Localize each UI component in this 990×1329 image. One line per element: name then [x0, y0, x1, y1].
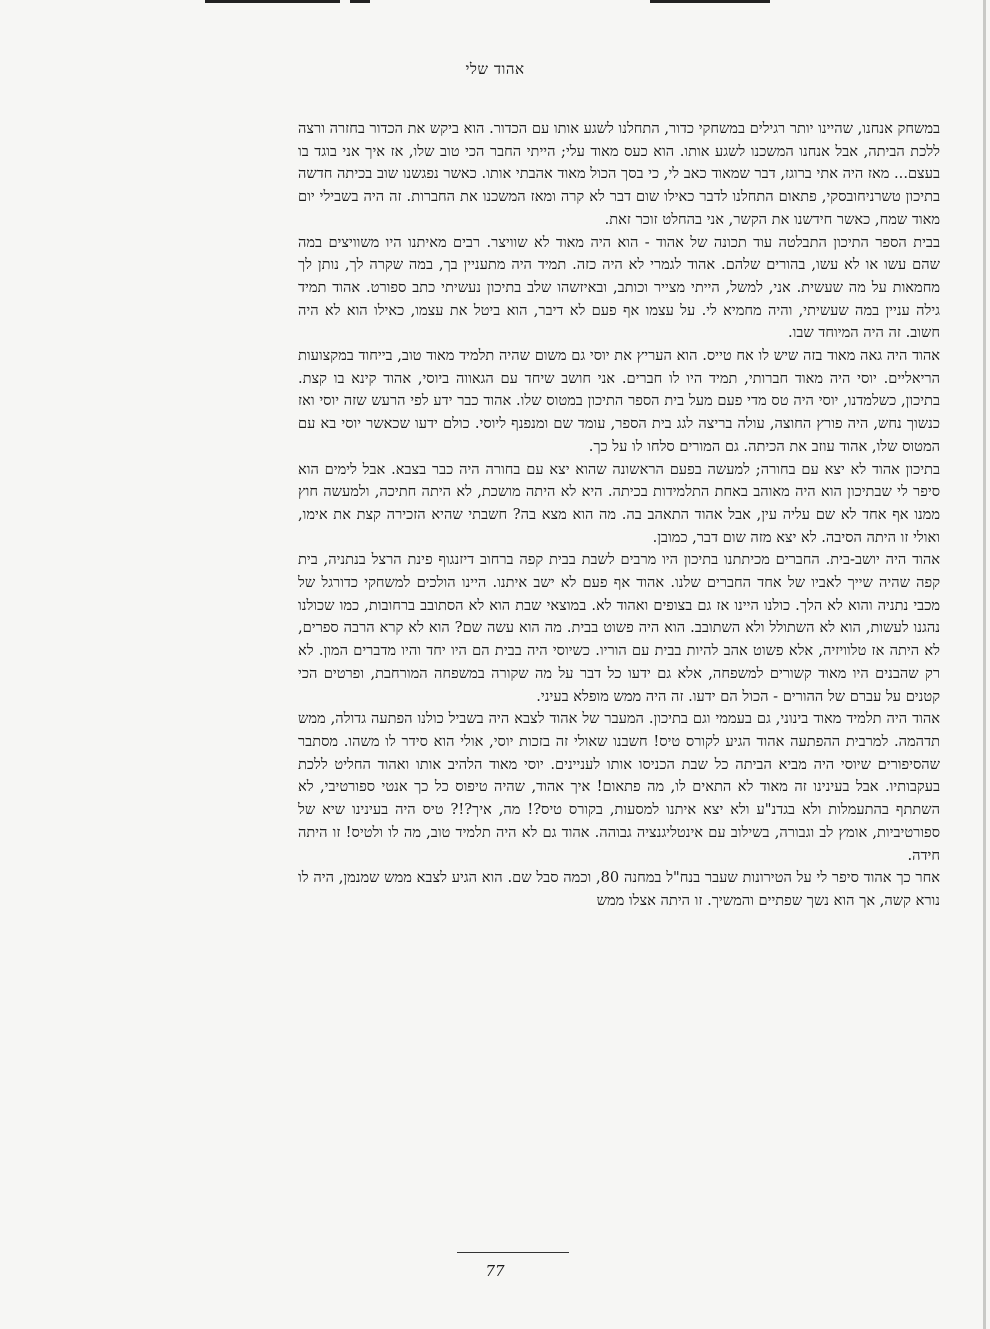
scan-artifact-mark — [650, 0, 770, 3]
body-text — [298, 118, 940, 913]
page-number: 77 — [485, 1262, 505, 1280]
paragraph: אהוד היה תלמיד מאוד בינוני, גם בעממי וגם בתיכון. המעבר של אהוד לצבא היה בשביל כולנו הפתעה גדולה, ממש תדהמה. למרבית ההפתעה אהוד הגיע לקורס טיס! חשבנו שאולי זה בזכות יוסי, אולי הוא סידר לו משהו. מסתבר שהסיפורים שיוסי היה מביא הביתה כל שבת הכניסו אותו לעניינים. יוסי מאוד הלהיב אותו ואהוד החליט ללכת בעקבותיו. אבל בעינינו זה מאוד לא התאים לו, מה פתאום! איך אהוד, שהיה טיפוס כל כך אנטי ספורטיבי, לא השתתף בהתעמלות ולא בגדנ"ע ולא יצא איתנו למסעות, בקורס טיס?! מה, איך?!? טיס היה בעינינו שיא של ספורטיביות, אומץ לב וגבורה, בשילוב עם אינטליגנציה גבוהה. אהוד גם לא היה תלמיד טוב, מה לו ולטיס! זו היתה חידה. — [298, 710, 940, 864]
paragraph: אהוד היה גאה מאוד בזה שיש לו אח טייס. הוא העריץ את יוסי גם משום שהיה תלמיד מאוד טוב, בייחוד במקצועות הריאליים. יוסי היה מאוד חברותי, תמיד היו לו חברים. אני חושב שיחד עם הגאווה ביוסי, אהוד קינא בו קצת. בתיכון, כשלמדנו, יוסי היה טס מדי פעם מעל בית הספר התיכון במטוס שלו. אהוד כבר ידע לפי הרעש שזה יוסי ואז כנשוך נחש, היה פורץ החוצה, עולה בריצה לגג בית הספר, עומד שם ומנפנף ליוסי. כולם ידעו שכאשר יוסי בא עם המטוס שלו, אהוד עוזב את הכיתה. גם המורים סלחו לו על כך. — [298, 347, 940, 455]
paragraph: בבית הספר התיכון התבלטה עוד תכונה של אהוד - הוא היה מאוד לא שוויצר. רבים מאיתנו היו משוויצים במה שהם עשו או לא עשו, בהורים שלהם. אהוד לגמרי לא היה כזה. תמיד היה מתעניין בך, במה שקרה לך, נותן לך מחמאות על מה שעשית. אני, למשל, הייתי מצייר וכותב, ובאיזשהו שלב בתיכון נעשיתי כתב ספורט. אהוד תמיד גילה עניין במה שעשיתי, והיה מחמיא לי. על עצמו אף פעם לא דיבר, הוא ביטל את עצמו, כאילו הוא לא היה חשוב. זה היה המיוחד שבו. — [298, 233, 940, 342]
scan-artifact-mark — [205, 0, 340, 3]
paragraph: במשחק אנחנו, שהיינו יותר רגילים במשחקי כדור, התחלנו לשגע אותו עם הכדור. הוא ביקש את הכדור בחזרה ורצה ללכת הביתה, אבל אנחנו המשכנו לשגע אותו. הוא כעס מאוד עלי; הייתי החבר הכי טוב שלו, אז איך אני בוגד בו בעצם... מאז היה אתי ברוגז, דבר שמאוד כאב לי, כי בסך הכול מאוד אהבתי אותו. כאשר נפגשנו שוב בכיתה חדשה בתיכון טשרניחובסקי, פתאום התחלנו לדבר כאילו שום דבר לא קרה ומאז המשכנו את החברות. זה היה בשבילי יום מאוד שמח, כאשר חידשנו את הקשר, אני בהחלט זוכר זאת. — [298, 120, 940, 228]
footer-rule — [457, 1252, 569, 1253]
paragraph: אחר כך אהוד סיפר לי על הטירונות שעבר בנח"ל במחנה 80, וכמה סבל שם. הוא הגיע לצבא ממש שמנמן, היה לו נורא קשה, אך הוא נשך שפתיים והמשיך. זו היתה אצלו ממש — [298, 869, 940, 909]
scan-artifact-mark — [350, 0, 370, 3]
scan-page-edge — [983, 0, 986, 1329]
paragraph: בתיכון אהוד לא יצא עם בחורה; למעשה בפעם הראשונה שהוא יצא עם בחורה היה כבר בצבא. אבל לימים הוא סיפר לי שבתיכון הוא היה מאוהב באחת התלמידות בכיתה. היא לא היתה מושכת, לא היתה חתיכה, ולמעשה חוץ ממנו אף אחד לא שם עליה עין, אבל אהוד התאהב בה. מה הוא מצא בה? חשבתי שהיא הזכירה קצת את אימו, ואולי זו היתה הסיבה. לא יצא מזה שום דבר, כמובן. — [298, 460, 940, 546]
running-header: אהוד שלי — [465, 60, 525, 78]
paragraph: אהוד היה יושב-בית. החברים מכיתתנו בתיכון היו מרבים לשבת בבית קפה ברחוב דיזנגוף פינת הרצל בנתניה, בית קפה שהיה שייך לאביו של אחד החברים שלנו. אהוד אף פעם לא ישב איתנו. היינו הולכים למשחקי כדורגל של מכבי נתניה והוא לא הלך. כולנו היינו אז גם בצופים ואהוד לא. במוצאי שבת הוא לא הסתובב ברחובות, כמו שכולנו נהגנו לעשות, הוא לא השתולל ולא השתובב. הוא היה פשוט בבית. מה הוא עשה שם? הוא לא קרא הרבה ספרים, לא היתה אז טלוויזיה, אלא פשוט אהב להיות בבית עם הוריו. כשיוסי היה בבית הם היו יחד והיו מדברים המון. לא רק שהבנים היו מאוד קשורים למשפחה, אלא גם ידעו כל דבר על מה שקורה במשפחה המורחבת, ופרטים הכי קטנים על עברם של ההורים - הכול הם ידעו. זה היה ממש מופלא בעיני. — [298, 551, 940, 705]
